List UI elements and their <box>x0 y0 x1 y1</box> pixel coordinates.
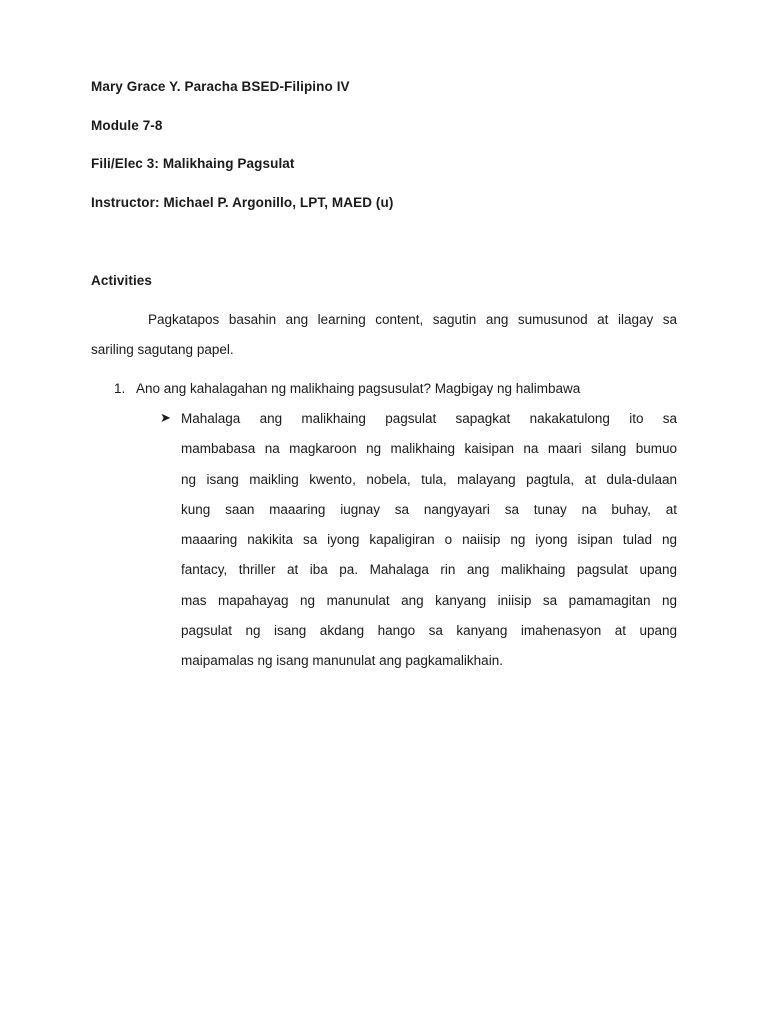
answer-line: fantacy, thriller at iba pa. Mahalaga rin ang malikhaing pagsulat upang <box>181 562 677 577</box>
answer-line: maipamalas ng isang manunulat ang pagkamalikhain. <box>181 653 503 668</box>
answer-line: maaaring nakikita sa iyong kapaligiran o naiisip ng iyong isipan tulad ng <box>181 532 677 547</box>
section-heading-activities: Activities <box>91 273 153 288</box>
question-text: Ano ang kahalagahan ng malikhaing pagsusulat? Magbigay ng halimbawa <box>136 381 581 396</box>
module-label: Module 7-8 <box>91 118 163 133</box>
answer-line: kung saan maaaring iugnay sa nangyayari sa tunay na buhay, at <box>181 502 677 517</box>
student-name-program: Mary Grace Y. Paracha BSED-Filipino IV <box>91 79 350 94</box>
answer-line: Mahalaga ang malikhaing pagsulat sapagkat nakakatulong ito sa <box>181 411 677 426</box>
instruction-line-1: Pagkatapos basahin ang learning content, sagutin ang sumusunod at ilagay sa <box>148 312 677 327</box>
answer-line: mambabasa na magkaroon ng malikhaing kaisipan na maari silang bumuo <box>181 441 677 456</box>
answer-line: pagsulat ng isang akdang hango sa kanyang imahenasyon at upang <box>181 623 677 638</box>
arrowhead-bullet-icon: ➤ <box>160 411 171 426</box>
instructor-line: Instructor: Michael P. Argonillo, LPT, MAED (u) <box>91 195 394 210</box>
answer-line: mas mapahayag ng manunulat ang kanyang iniisip sa pamamagitan ng <box>181 593 677 608</box>
instruction-line-2: sariling sagutang papel. <box>91 342 234 357</box>
answer-line: ng isang maikling kwento, nobela, tula, malayang pagtula, at dula-dulaan <box>181 472 677 487</box>
question-number: 1. <box>114 381 126 396</box>
course-title: Fili/Elec 3: Malikhaing Pagsulat <box>91 156 295 171</box>
